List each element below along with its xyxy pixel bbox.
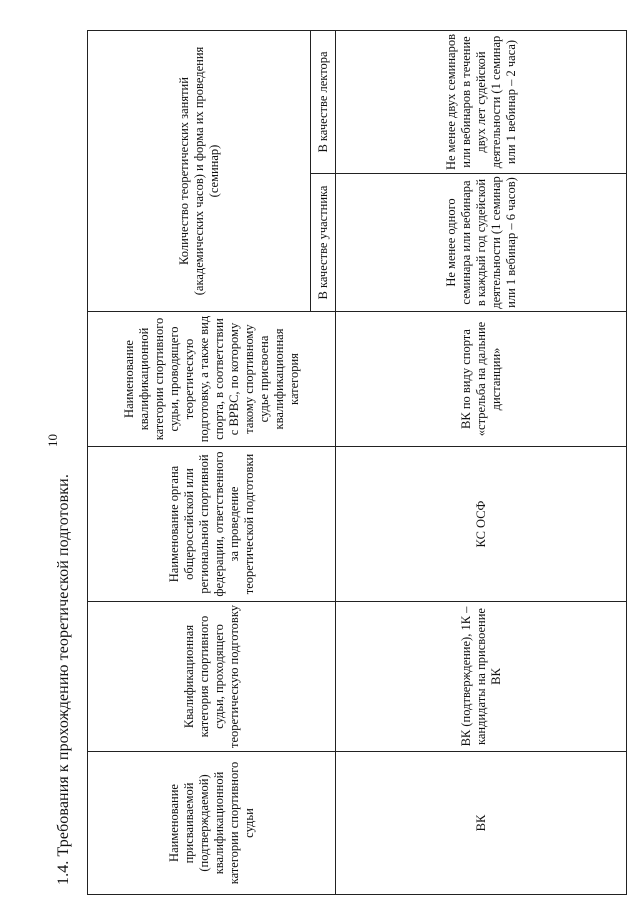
cell-participant-sessions: Не менее одного семинара или вебинара в каждый год судейской деятельности (1 семинар или 1 вебинар – 6 часов) xyxy=(335,173,626,311)
column-trainee-category xyxy=(88,601,626,751)
header-lecturer-category: Наименование квалификационной категории спортивного судьи, проводящего теоретическую подготовку, а также вид спорта, в соответствии с ВРВС, по которому такому спортивному судье присвоена квалификационная категория xyxy=(121,315,301,443)
header-sessions: Количество теоретических занятий (академических часов) и форма их проведения (семинар) xyxy=(176,46,221,296)
column-assigned-category xyxy=(88,751,626,894)
page-number: 10 xyxy=(45,434,60,447)
subheader-participant: В качестве участника xyxy=(310,173,335,311)
header-trainee-category: Квалификационная категория спортивного судьи, проходящего теоретическую подготовку xyxy=(181,605,241,748)
cell-trainee-category: ВК (подтверждение), 1К – кандидаты на присвоение ВК xyxy=(335,602,626,751)
cell-organization: КС ОСФ xyxy=(335,447,626,601)
column-organization xyxy=(88,446,626,601)
subheader-lecturer: В качестве лектора xyxy=(310,31,335,173)
section-heading: 1.4. Требования к прохождению теоретической подготовки. xyxy=(55,474,72,885)
column-sessions xyxy=(88,31,626,311)
cell-lecturer-sessions: Не менее двух семинаров или вебинаров в течение двух лет судейской деятельности (1 семинар или 1 вебинар – 2 часа) xyxy=(335,31,626,173)
requirements-table xyxy=(87,30,627,895)
cell-lecturer-category: ВК по виду спорта «стрельба на дальние дистанции» xyxy=(335,312,626,446)
column-lecturer-category xyxy=(88,311,626,446)
cell-assigned-category: ВК xyxy=(335,752,626,894)
header-assigned-category: Наименование присваиваемой (подтверждаемой) квалификационной категории спортивного судьи xyxy=(166,761,256,885)
header-organization: Наименование органа общероссийской или региональной спортивной федерации, ответственного за проведение теоретической подготовки xyxy=(166,451,256,597)
